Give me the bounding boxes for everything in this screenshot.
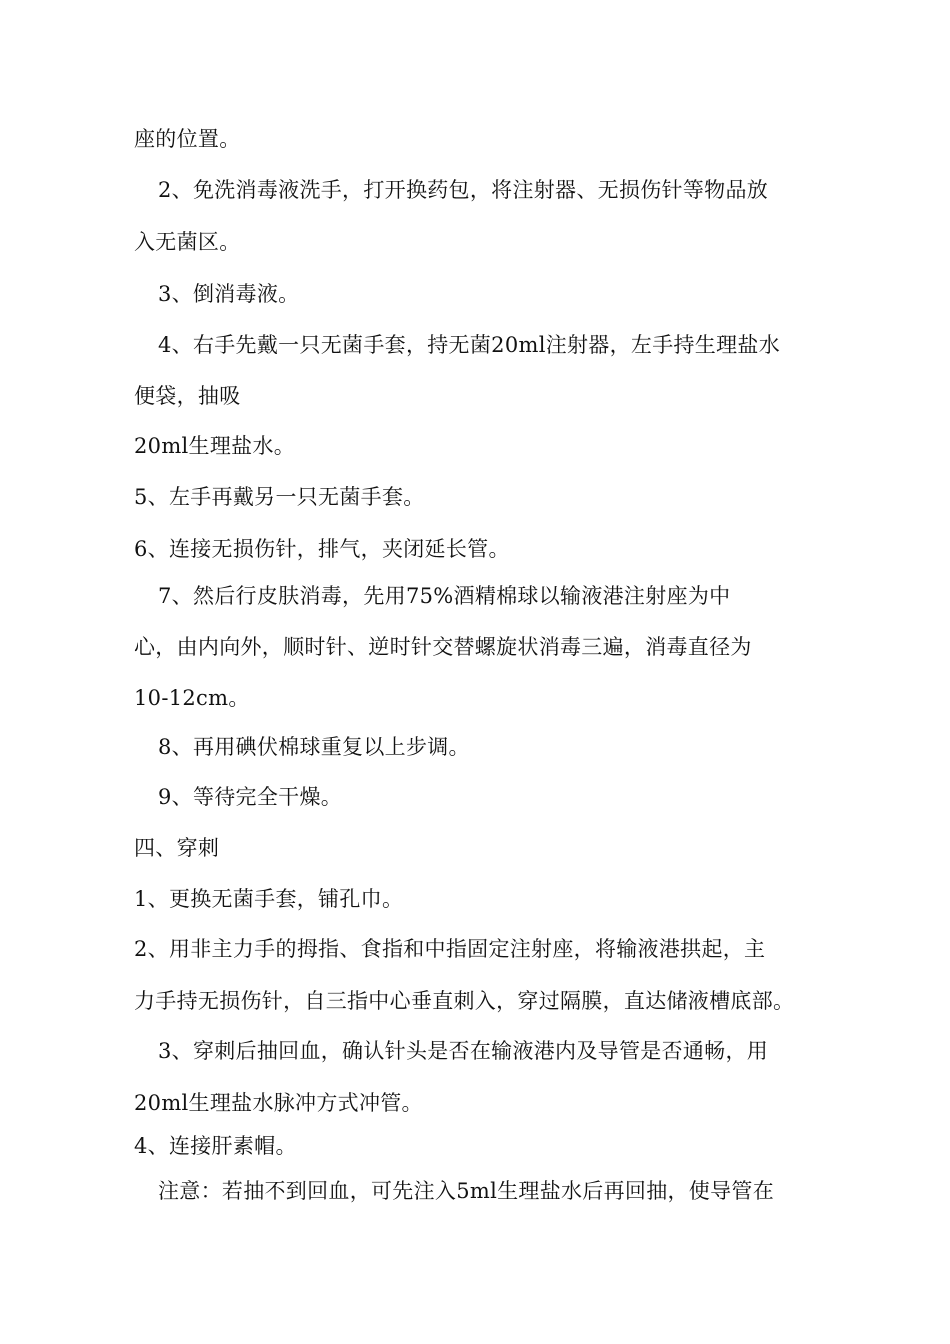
step-8-line: 8、再用碘伏棉球重复以上步调。: [158, 735, 470, 759]
step-4-line-3: 20ml生理盐水。: [134, 434, 296, 458]
text-line: 座的位置。: [134, 127, 241, 151]
note-line: 注意：若抽不到回血，可先注入5ml生理盐水后再回抽，使导管在: [158, 1179, 774, 1203]
step-7-line-3: 10-12cm。: [134, 686, 250, 710]
puncture-step-2-line-1: 2、用非主力手的拇指、食指和中指固定注射座，将输液港拱起，主: [134, 937, 766, 961]
step-4-line-1: 4、右手先戴一只无菌手套，持无菌20ml注射器，左手持生理盐水: [158, 333, 781, 357]
puncture-step-2-line-2: 力手持无损伤针，自三指中心垂直刺入，穿过隔膜，直达储液槽底部。: [134, 989, 795, 1013]
step-3-line: 3、倒消毒液。: [158, 282, 300, 306]
step-7-line-1: 7、然后行皮肤消毒，先用75%酒精棉球以输液港注射座为中: [158, 584, 731, 608]
step-2-line-2: 入无菌区。: [134, 230, 241, 254]
puncture-step-1-line: 1、更换无菌手套，铺孔巾。: [134, 887, 404, 911]
step-2-line-1: 2、免洗消毒液洗手，打开换药包，将注射器、无损伤针等物品放: [158, 178, 769, 202]
puncture-step-3-line-1: 3、穿刺后抽回血，确认针头是否在输液港内及导管是否通畅，用: [158, 1039, 769, 1063]
step-4-line-2: 便袋，抽吸: [134, 384, 241, 408]
step-9-line: 9、等待完全干燥。: [158, 785, 343, 809]
step-7-line-2: 心，由内向外，顺时针、逆时针交替螺旋状消毒三遍，消毒直径为: [134, 635, 752, 659]
section-heading: 四、穿刺: [134, 836, 220, 860]
puncture-step-3-line-2: 20ml生理盐水脉冲方式冲管。: [134, 1091, 423, 1115]
puncture-step-4-line: 4、连接肝素帽。: [134, 1134, 297, 1158]
step-5-line: 5、左手再戴另一只无菌手套。: [134, 485, 425, 509]
step-6-line: 6、连接无损伤针，排气，夹闭延长管。: [134, 537, 510, 561]
